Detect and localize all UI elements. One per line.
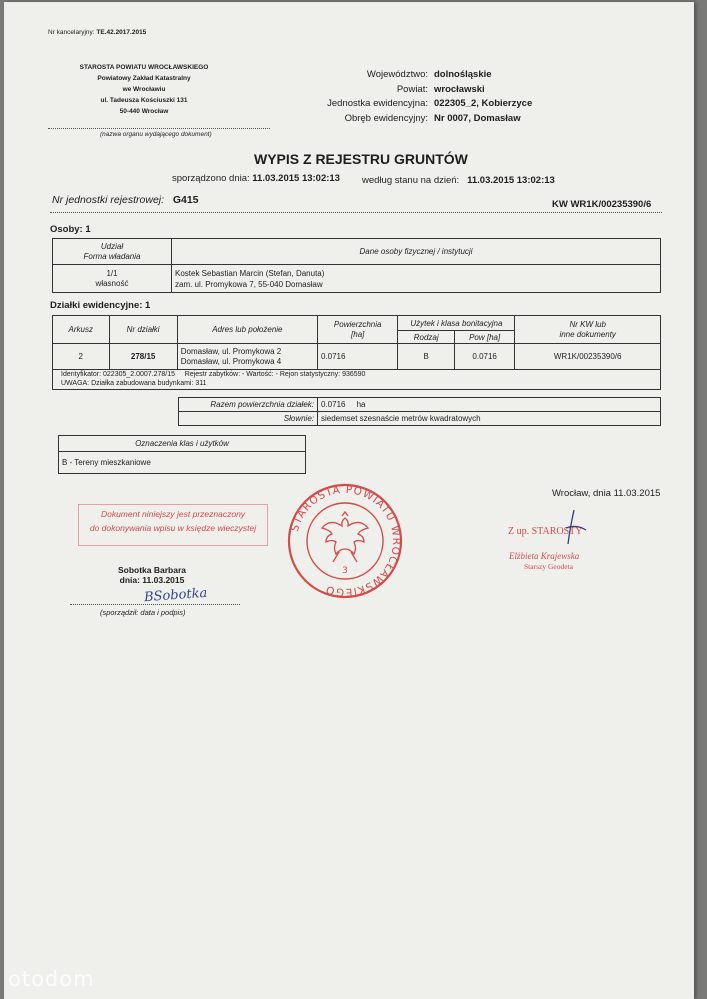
nr-kancelaryjny: Nr kancelaryjny: TE.42.2017.2015 [48,29,147,36]
kw-cell: WR1K/00235390/6 [515,344,661,370]
sporzadzono: sporządzono dnia: 11.03.2015 13:02:13 [172,173,340,184]
table-row [53,344,661,370]
adres-cell: Domasław, ul. Promykowa 2 Domasław, ul. Promykowa 4 [177,344,317,370]
region-values: dolnośląskie wrocławski 022305_2, Kobierzyce Nr 0007, Domasław [434,69,533,124]
slownie-value: siedemset szesnaście metrów kwadratowych [318,412,661,426]
organ-dotted-line [48,128,270,129]
persons-table [52,238,661,293]
signature-mark-right [544,508,604,548]
parcel-details: Identyfikator: 022305_2.0007.278/15 Rejestr zabytków: - Wartość: - Rejon statystyczny: 936590 UWAGA: Działka zabudowana budynkami: 311 [53,370,661,390]
col-adres: Adres lub położenie [177,316,317,344]
col-pow: Powierzchnia [ha] [317,316,397,344]
col-kw: Nr KW lub inne dokumenty [515,316,661,344]
rodzaj-cell: B [398,344,455,370]
summary-table [178,397,661,426]
kw-stamp: Dokument niniejszy jest przeznaczony do dokonywania wpisu w księdze wieczystej [78,504,268,546]
unit-dotted-line [50,212,662,213]
nr-cell: 278/15 [109,344,177,370]
issuing-organ: STAROSTA POWIATU WROCŁAWSKIEGO Powiatowy Zakład Katastralny we Wrocławiu ul. Tadeusza Kościuszki 131 50-440 Wrocław [79,64,209,115]
official-seal [286,482,404,600]
document-page [4,2,694,999]
col-person-data: Dane osoby fizycznej / instytucji [172,239,661,265]
stan-na-dzien: według stanu na dzień: 11.03.2015 13:02:13 [362,175,555,186]
pow-ha-cell: 0.0716 [454,344,514,370]
signature-dotted-line [70,604,240,605]
person-cell: Kostek Sebastian Marcin (Stefan, Danuta) zam. ul. Promykowa 7, 55-040 Domasław [172,265,661,293]
pow-cell: 0.0716 [317,344,397,370]
prepared-by: Sobotka Barbara dnia: 11.03.2015 [117,565,187,585]
kw-number: KW WR1K/00235390/6 [552,199,652,210]
signer-name: Elżbieta Krajewska [509,551,580,561]
signer-role: Starszy Geodeta [524,562,573,571]
parcels-table [52,315,661,390]
arkusz-cell: 2 [53,344,110,370]
col-pow-ha: Pow [ha] [454,331,514,344]
region-labels: Województwo: Powiat: Jednostka ewidencyjna: Obręb ewidencyjny: [327,69,428,124]
unit-number: Nr jednostki rejestrowej: G415 [52,194,199,206]
otodom-watermark: otodom [8,967,95,991]
handwritten-signature: BSobotka [143,585,208,606]
eagle-icon [322,512,368,562]
seal-text: STAROSTA POWIATU WROCŁAWSKIEGO [289,483,403,599]
parcels-section-label: Działki ewidencyjne: 1 [50,300,151,311]
classes-table [58,435,306,474]
share-cell: 1/1 własność [53,265,172,293]
slownie-label: Słownie: [179,412,318,426]
col-arkusz: Arkusz [53,316,110,344]
persons-section-label: Osoby: 1 [50,224,91,235]
col-rodzaj: Rodzaj [398,331,455,344]
seal-number: 3 [342,566,348,576]
col-share: Udział Forma władania [53,239,172,265]
col-uzytek: Użytek i klasa bonitacyjna [398,316,515,331]
razem-label: Razem powierzchnia działek: [179,398,318,412]
col-nr: Nr działki [109,316,177,344]
document-title: WYPIS Z REJESTRU GRUNTÓW [254,151,468,167]
classes-title: Oznaczenia klas i użytków [59,436,306,452]
place-date: Wrocław, dnia 11.03.2015 [552,488,661,499]
razem-value: 0.0716 ha [318,398,661,412]
organ-caption: (nazwa organu wydającego dokument) [100,131,212,138]
z-up-starosty: Z up. STAROSTY [508,526,583,537]
classes-item: B - Tereny mieszkaniowe [59,452,306,474]
prepared-caption: (sporządził: data i podpis) [100,608,186,617]
